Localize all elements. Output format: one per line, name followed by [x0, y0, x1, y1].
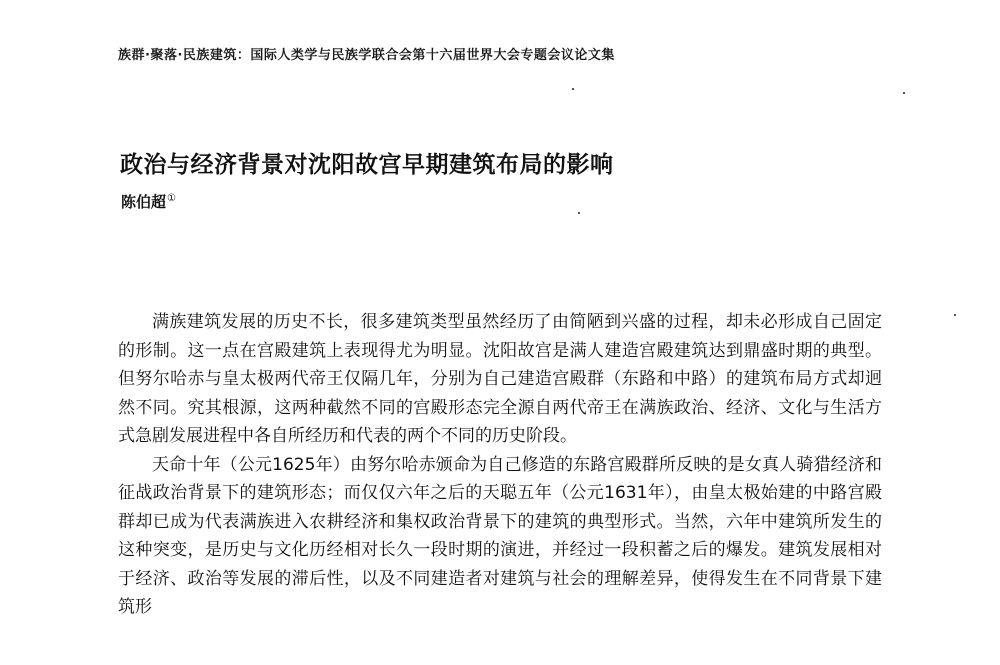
article-title: 政治与经济背景对沈阳故宫早期建筑布局的影响: [120, 152, 614, 178]
paragraph: 满族建筑发展的历史不长，很多建筑类型虽然经历了由简陋到兴盛的过程，却未必形成自己固定的形制。这一点在宫殿建筑上表现得尤为明显。沈阳故宫是满人建造宫殿建筑达到鼎盛时期的典型。但努尔哈赤与皇太极两代帝王仅隔几年，分别为自己建造宫殿群（东路和中路）的建筑布局方式却迥然不同。究其根源，这两种截然不同的宫殿形态完全源自两代帝王在满族政治、经济、文化与生活方式急剧发展进程中各自所经历和代表的两个不同的历史阶段。: [118, 312, 882, 446]
paragraph: 天命十年（公元1625年）由努尔哈赤颁命为自己修造的东路宫殿群所反映的是女真人骑猎经济和征战政治背景下的建筑形态；而仅仅六年之后的天聪五年（公元1631年），由皇太极始建的中路宫殿群却已成为代表满族进入农耕经济和集权政治背景下的建筑的典型形式。当然，六年中建筑所发生的这种突变，是历史与文化历经相对长久一段时期的演进，并经过一段积蓄之后的爆发。建筑发展相对于经济、政治等发展的滞后性，以及不同建造者对建筑与社会的理解差异，使得发生在不同背景下建筑形: [118, 454, 882, 617]
footnote-marker[interactable]: ①: [167, 193, 176, 204]
running-header: 族群·聚落·民族建筑：国际人类学与民族学联合会第十六届世界大会专题会议论文集: [118, 48, 615, 63]
author-name: 陈伯超: [121, 193, 167, 211]
scan-speck: [578, 212, 580, 214]
scan-speck: [903, 92, 905, 94]
article-body: [118, 308, 882, 622]
scan-speck: [954, 314, 956, 316]
scan-speck: [572, 88, 574, 90]
author-line: [121, 191, 176, 212]
